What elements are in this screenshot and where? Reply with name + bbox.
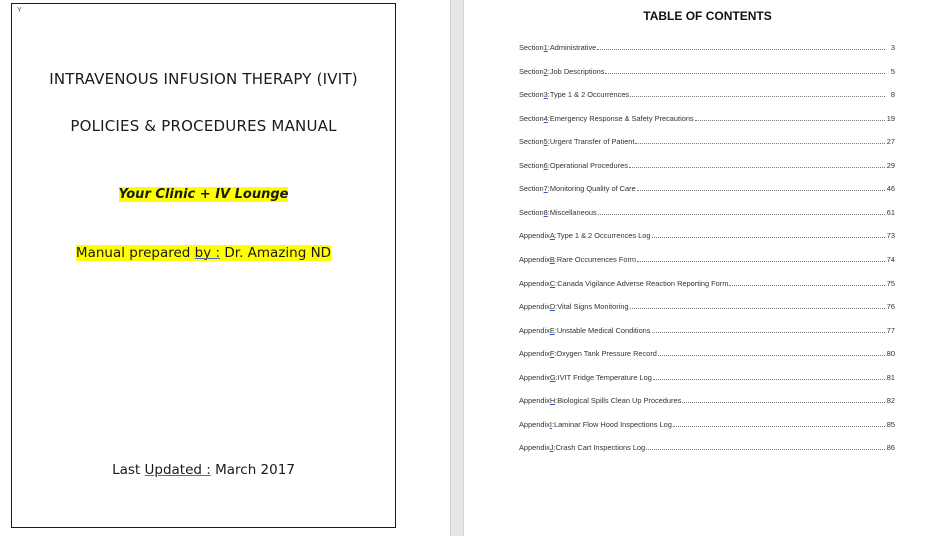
toc-entry-separator: : — [547, 114, 550, 123]
toc-page-number: 19 — [886, 114, 895, 123]
toc-entry-prefix: Appendix — [519, 373, 550, 382]
toc-page-number: 3 — [890, 43, 895, 52]
toc-entry[interactable] — [519, 158, 895, 170]
toc-page-number: 80 — [886, 349, 895, 358]
toc-entry-number: D — [549, 302, 556, 311]
toc-page-number: 82 — [886, 396, 895, 405]
toc-entry-label: Urgent Transfer of Patient — [549, 137, 635, 146]
toc-entry-separator: : — [547, 43, 550, 52]
toc-entry[interactable] — [519, 87, 895, 99]
toc-entry-label: Emergency Response & Safety Precautions — [549, 114, 694, 123]
toc-dot-leader — [658, 355, 885, 356]
page-gutter — [450, 0, 464, 536]
toc-entry-prefix: Appendix — [519, 420, 550, 429]
toc-entry-number: 5 — [543, 137, 548, 146]
toc-entry-number: 6 — [543, 161, 548, 170]
toc-entry-prefix: Section — [519, 43, 544, 52]
updated-prefix: Last — [112, 462, 145, 478]
toc-page-number: 46 — [886, 184, 895, 193]
toc-entry-prefix: Appendix — [519, 302, 550, 311]
toc-entry-number: J — [549, 443, 554, 452]
toc-entry-number: 4 — [543, 114, 548, 123]
toc-entry-label: Oxygen Tank Pressure Record — [556, 349, 657, 358]
toc-entry-number: B — [549, 255, 555, 264]
toc-entry-prefix: Section — [519, 208, 544, 217]
prepared-prefix: Manual prepared — [75, 245, 195, 261]
cover-page — [11, 3, 396, 528]
toc-entry[interactable] — [519, 299, 895, 311]
toc-dot-leader — [597, 49, 885, 50]
toc-entry-separator: : — [551, 420, 554, 429]
toc-entry-prefix: Section — [519, 114, 544, 123]
toc-dot-leader — [598, 214, 885, 215]
toc-page-number: 61 — [886, 208, 895, 217]
corner-mark: Y — [17, 7, 22, 14]
toc-entry-label: Vital Signs Monitoring — [557, 302, 629, 311]
toc-entry-separator: : — [555, 373, 558, 382]
toc-entry-label: Rare Occurrences Form — [556, 255, 637, 264]
prepared-by-label: by : — [194, 245, 221, 261]
toc-dot-leader — [637, 190, 885, 191]
toc-entry[interactable] — [519, 205, 895, 217]
toc-page-number: 77 — [886, 326, 895, 335]
toc-entry-number: F — [549, 349, 555, 358]
toc-entry-number: 1 — [543, 43, 548, 52]
clinic-name-text: Your Clinic + IV Lounge — [118, 187, 289, 202]
toc-dot-leader — [653, 379, 885, 380]
toc-entry-prefix: Section — [519, 184, 544, 193]
toc-entry-prefix: Section — [519, 67, 544, 76]
toc-entry[interactable] — [519, 370, 895, 382]
toc-entry-prefix: Section — [519, 161, 544, 170]
toc-entry-separator: : — [547, 137, 550, 146]
toc-entry-label: Unstable Medical Conditions — [556, 326, 651, 335]
cover-title-line1: INTRAVENOUS INFUSION THERAPY (IVIT) — [49, 70, 358, 88]
toc-dot-leader — [652, 332, 885, 333]
toc-dot-leader — [637, 261, 885, 262]
toc-entry-separator: : — [555, 279, 558, 288]
toc-dot-leader — [635, 143, 884, 144]
toc-dot-leader — [695, 120, 885, 121]
toc-entry-prefix: Appendix — [519, 279, 550, 288]
toc-entry-prefix: Appendix — [519, 326, 550, 335]
toc-entry-separator: : — [547, 161, 550, 170]
toc-entry-separator: : — [547, 184, 550, 193]
toc-page-number: 86 — [886, 443, 895, 452]
toc-dot-leader — [605, 73, 885, 74]
toc-page-number: 76 — [886, 302, 895, 311]
toc-title: TABLE OF CONTENTS — [643, 9, 772, 23]
prepared-by — [12, 245, 395, 261]
toc-dot-leader — [629, 167, 885, 168]
toc-dot-leader — [630, 96, 885, 97]
toc-entry[interactable] — [519, 40, 895, 52]
prepared-name: Dr. Amazing ND — [220, 245, 332, 261]
toc-page-number: 29 — [886, 161, 895, 170]
toc-entry-prefix: Appendix — [519, 396, 550, 405]
prepared-by-highlight — [76, 245, 331, 261]
toc-entry-number: A — [549, 231, 555, 240]
toc-entry-label: Type 1 & 2 Occurrences — [549, 90, 630, 99]
toc-entry-prefix: Appendix — [519, 231, 550, 240]
toc-entry-number: H — [549, 396, 556, 405]
toc-entry[interactable] — [519, 252, 895, 264]
toc-page-number: 81 — [886, 373, 895, 382]
toc-entry-separator: : — [547, 67, 550, 76]
toc-entry-separator: : — [554, 231, 557, 240]
toc-entry-number: 7 — [543, 184, 548, 193]
toc-entry-number: 8 — [543, 208, 548, 217]
toc-entry[interactable] — [519, 393, 895, 405]
toc-page-number: 85 — [886, 420, 895, 429]
toc-entry-prefix: Section — [519, 90, 544, 99]
toc-page-number: 73 — [886, 231, 895, 240]
toc-entry-separator: : — [554, 255, 557, 264]
toc-entry-number: C — [549, 279, 556, 288]
toc-entry-number: I — [549, 420, 552, 429]
toc-entry[interactable] — [519, 346, 895, 358]
toc-entry[interactable] — [519, 323, 895, 335]
toc-entry-prefix: Section — [519, 137, 544, 146]
toc-entry-number: 2 — [543, 67, 548, 76]
toc-dot-leader — [652, 237, 885, 238]
toc-dot-leader — [673, 426, 885, 427]
toc-entry-number: E — [549, 326, 555, 335]
toc-entry[interactable] — [519, 134, 895, 146]
toc-entry-separator: : — [554, 326, 557, 335]
toc-entry-number: G — [549, 373, 556, 382]
toc-dot-leader — [682, 402, 884, 403]
toc-entry-label: Canada Vigilance Adverse Reaction Reporting Form — [557, 279, 729, 288]
toc-entry[interactable] — [519, 417, 895, 429]
toc-entry-label: Type 1 & 2 Occurrences Log — [556, 231, 651, 240]
toc-page-number: 74 — [886, 255, 895, 264]
toc-page-number: 5 — [890, 67, 895, 76]
last-updated — [12, 462, 395, 478]
toc-entry-prefix: Appendix — [519, 443, 550, 452]
toc-entry-prefix: Appendix — [519, 349, 550, 358]
toc-entry-separator: : — [554, 349, 557, 358]
toc-entry[interactable] — [519, 181, 895, 193]
toc-entry-separator: : — [547, 90, 550, 99]
toc-entry-label: Job Descriptions — [549, 67, 605, 76]
toc-entry[interactable] — [519, 64, 895, 76]
toc-page-number: 8 — [890, 90, 895, 99]
toc-entry[interactable] — [519, 228, 895, 240]
toc-entry-number: 3 — [543, 90, 548, 99]
toc-entry-separator: : — [555, 396, 558, 405]
toc-entry-label: Monitoring Quality of Care — [549, 184, 636, 193]
toc-entry-label: Administrative — [549, 43, 597, 52]
toc-entry[interactable] — [519, 111, 895, 123]
toc-entry-separator: : — [547, 208, 550, 217]
toc-entry[interactable] — [519, 440, 895, 452]
toc-entry-label: Miscellaneous — [549, 208, 597, 217]
toc-dot-leader — [646, 449, 885, 450]
updated-label: Updated : — [144, 462, 211, 478]
clinic-name — [12, 187, 395, 202]
updated-date: March 2017 — [210, 462, 295, 478]
toc-entry-separator: : — [555, 302, 558, 311]
toc-entry-prefix: Appendix — [519, 255, 550, 264]
toc-entry-label: Biological Spills Clean Up Procedures — [557, 396, 682, 405]
toc-entry-label: Operational Procedures — [549, 161, 628, 170]
toc-page-number: 75 — [886, 279, 895, 288]
cover-title-line2: POLICIES & PROCEDURES MANUAL — [70, 117, 337, 135]
toc-entry-label: Crash Cart Inspections Log — [555, 443, 646, 452]
toc-dot-leader — [729, 285, 884, 286]
toc-entry-separator: : — [553, 443, 556, 452]
toc-entry-label: Laminar Flow Hood Inspections Log — [553, 420, 672, 429]
toc-entry[interactable] — [519, 276, 895, 288]
toc-dot-leader — [630, 308, 885, 309]
toc-page-number: 27 — [886, 137, 895, 146]
toc-entry-label: IVIT Fridge Temperature Log — [557, 373, 652, 382]
